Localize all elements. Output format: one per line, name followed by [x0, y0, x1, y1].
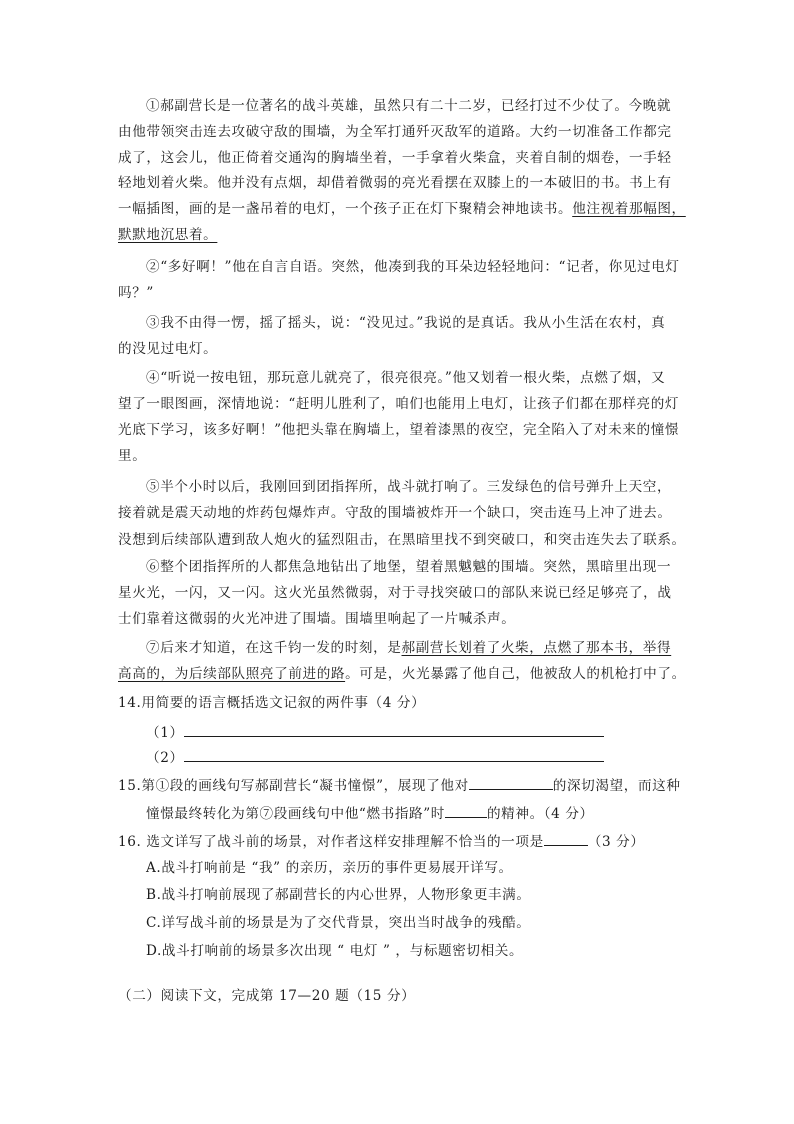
question-14-stem: 14.用简要的语言概括选文记叙的两件事（4 分） [118, 695, 426, 711]
underlined-sentence: 他注视着那幅图， [572, 201, 686, 217]
passage-line [118, 664, 686, 684]
passage-line: ①郝副营长是一位著名的战斗英雄，虽然只有二十二岁，已经打过不少仗了。今晚就 [146, 98, 672, 114]
answer-blank[interactable] [445, 803, 487, 818]
question-text: （3 分） [587, 834, 645, 850]
option-c: C.详写战斗前的场景是为了交代背景，突出当时战争的残酷。 [146, 915, 531, 931]
item-label: （2） [146, 750, 184, 766]
passage-line: 轻地划着火柴。他并没有点烟，却借着微弱的亮光看摆在双膝上的一本破旧的书。书上有 [118, 175, 672, 191]
passage-line: 成了，这会儿，他正倚着交通沟的胸墙坐着，一手拿着火柴盒，夹着自制的烟卷，一手轻 [118, 150, 672, 166]
passage-line [118, 199, 686, 219]
section-heading: （二）阅读下文，完成第 17—20 题（15 分） [118, 988, 416, 1004]
option-d: D.战斗打响前的场景多次出现 “ 电灯 ” ，与标题密切相关。 [146, 943, 524, 959]
question-text: 的精神。（4 分） [486, 806, 594, 822]
passage-line: 没想到后续部队遭到敌人炮火的猛烈阻击，在黑暗里找不到突破口，和突击连失去了联系。 [118, 532, 686, 548]
passage-line: 吗？” [118, 285, 154, 301]
answer-blank[interactable] [544, 831, 588, 846]
item-label: （1） [146, 725, 184, 741]
question-15-line-1 [118, 775, 681, 796]
passage-text: ⑦后来才知道，在这千钧一发的时刻，是 [146, 640, 402, 656]
underlined-sentence: 默默地沉思着。 [118, 227, 218, 243]
question-text: 15.第①段的画线句写郝副营长“凝书憧憬”，展现了他对 [118, 778, 469, 794]
passage-line: 光底下学习，该多好啊！”他把头靠在胸墙上，望着漆黑的夜空，完全陷入了对未来的憧憬 [118, 422, 680, 438]
passage-line: ⑤半个小时以后，我刚回到团指挥所，战斗就打响了。三发绿色的信号弹升上天空， [146, 479, 672, 495]
answer-blank[interactable] [469, 775, 553, 790]
question-16-stem [118, 831, 645, 852]
passage-line: 士们靠着这微弱的火光冲进了围墙。围墙里响起了一片喊杀声。 [118, 611, 516, 627]
passage-line: ②“多好啊！”他在自言自语。突然，他凑到我的耳朵边轻轻地问：“记者，你见过电灯 [146, 259, 680, 275]
answer-blank[interactable] [184, 722, 604, 737]
passage-text: 一幅插图，画的是一盏吊着的电灯，一个孩子正在灯下聚精会神地读书。 [118, 201, 573, 217]
question-text: 16. 选文详写了战斗前的场景，对作者这样安排理解不恰当的一项是 [118, 834, 544, 850]
passage-line: 由他带领突击连去攻破守敌的围墙，为全军打通歼灭敌军的道路。大约一切准备工作都完 [118, 124, 672, 140]
passage-line: 望了一眼图画，深情地说：“赶明儿胜利了，咱们也能用上电灯，让孩子们都在那样亮的灯 [118, 396, 680, 412]
question-14-item-2 [146, 747, 604, 768]
option-a: A.战斗打响前是 “我” 的亲历，亲历的事件更易展开详写。 [146, 860, 513, 876]
passage-line: ③我不由得一愣，摇了摇头，说：“没见过。”我说的是真话。我从小生活在农村，真 [146, 315, 666, 331]
underlined-sentence: 郝副营长划着了火柴，点燃了那本书，举得 [401, 640, 672, 656]
passage-line: ⑥整个团指挥所的人都焦急地钻出了地堡，望着黑魆魆的围墙。突然，黑暗里出现一 [146, 559, 672, 575]
option-b: B.战斗打响前展现了郝副营长的内心世界，人物形象更丰满。 [146, 887, 531, 903]
passage-line: 的没见过电灯。 [118, 341, 218, 357]
underlined-sentence: 高高的，为后续部队照亮了前进的路 [118, 666, 346, 682]
passage-line: 星火光，一闪，又一闪。这火光虽然微弱，对于寻找突破口的部队来说已经足够亮了，战 [118, 585, 672, 601]
passage-line: 里。 [118, 448, 147, 464]
question-text: 的深切渴望，而这种 [552, 778, 681, 794]
question-14-item-1 [146, 722, 604, 743]
passage-line: 接着就是震天动地的炸药包爆炸声。守敌的围墙被炸开一个缺口，突击连马上冲了进去。 [118, 505, 672, 521]
question-text: 憧憬最终转化为第⑦段画线句中他“燃书指路”时 [146, 806, 445, 822]
passage-text: 。可是，火光暴露了他自己，他被敌人的机枪打中了。 [345, 666, 686, 682]
answer-blank[interactable] [184, 747, 604, 762]
passage-line: ④“听说一按电钮，那玩意儿就亮了，很亮很亮。”他又划着一根火柴，点燃了烟，又 [146, 370, 666, 386]
passage-line [146, 638, 671, 658]
question-15-line-2 [146, 803, 594, 824]
